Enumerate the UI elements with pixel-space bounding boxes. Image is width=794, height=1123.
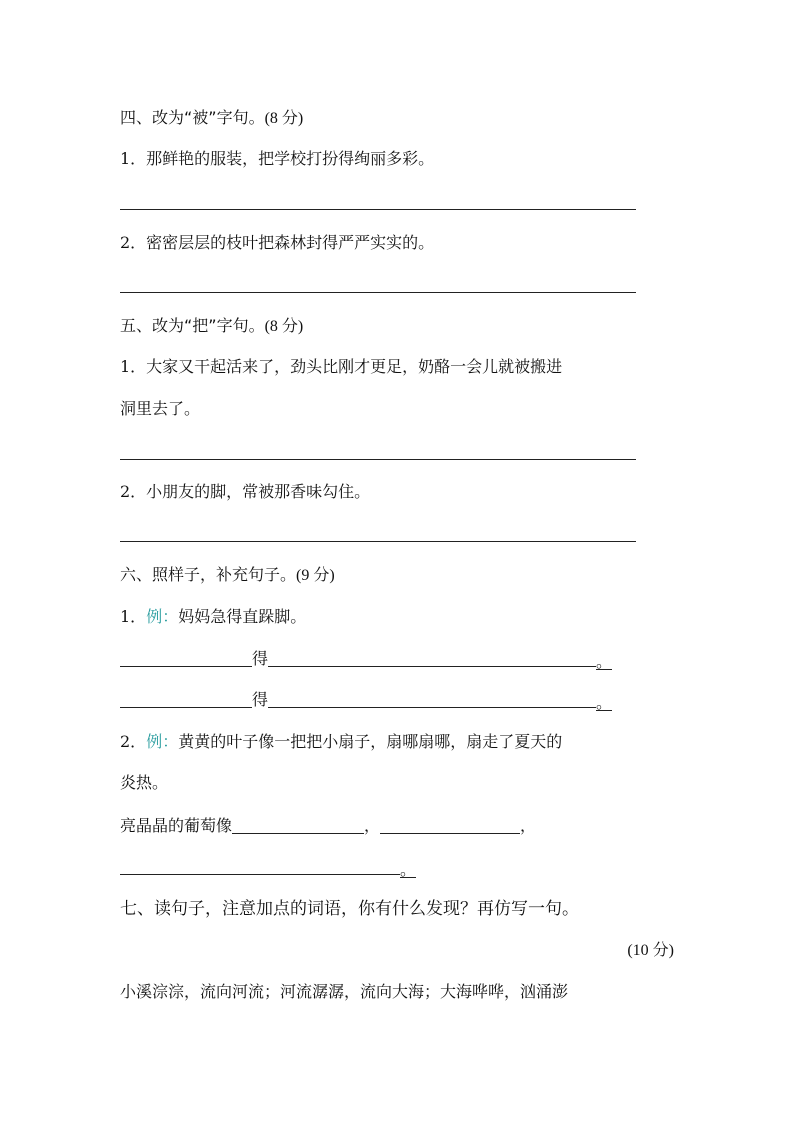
example-label: 例：: [146, 607, 179, 626]
section-6-question-2-line-2: 炎热。: [120, 773, 169, 792]
prompt-text: 亮晶晶的葡萄像: [120, 816, 233, 835]
section-4-heading: [120, 107, 303, 130]
section-6-question-2-line-1: [120, 731, 562, 753]
fill-blank-result[interactable]: [268, 648, 596, 667]
section-6-title: 六、照样子，补充句子。: [120, 565, 297, 584]
section-5-question-2: 2．小朋友的脚，常被那香味勾住。: [120, 482, 371, 501]
fill-blank-subject[interactable]: [120, 648, 252, 667]
section-7-heading: 七、读句子，注意加点的词语，你有什么发现？再仿写一句。: [120, 899, 579, 919]
end-mark: 。: [400, 860, 417, 879]
fill-word: 得: [252, 649, 269, 668]
question-number: 2．: [120, 732, 147, 751]
section-4-question-2: 2．密密层层的枝叶把森林封得严严实实的。: [120, 233, 435, 252]
fill-end-mark: 。: [596, 652, 613, 671]
section-4-question-1: 1．那鲜艳的服装，把学校打扮得绚丽多彩。: [120, 149, 435, 168]
fill-blank[interactable]: [380, 815, 520, 834]
fill-blank-result[interactable]: [268, 689, 596, 708]
example-sentence: 黄黄的叶子像一把把小扇子，扇哪扇哪，扇走了夏天的: [178, 732, 563, 751]
example-label: 例：: [146, 732, 179, 751]
answer-line[interactable]: [120, 541, 636, 542]
section-5-score: (8 分): [264, 318, 304, 335]
answer-line[interactable]: [120, 459, 636, 460]
section-6-question-2-prompt-row: [120, 815, 536, 837]
section-6-heading: [120, 564, 335, 587]
section-5-question-1-line-2: 洞里去了。: [120, 399, 201, 418]
comma-mark: ，: [520, 816, 537, 835]
section-6-question-1: [120, 606, 306, 628]
section-4-score: (8 分): [264, 110, 304, 127]
answer-line[interactable]: [120, 209, 636, 210]
fill-in-row-1: [120, 648, 612, 670]
section-4-title: 四、改为“被”字句。: [120, 108, 265, 127]
section-6-score: (9 分): [296, 567, 335, 584]
fill-end-mark: 。: [596, 693, 613, 712]
answer-line[interactable]: [120, 292, 636, 293]
fill-blank-subject[interactable]: [120, 689, 252, 708]
section-5-title: 五、改为“把”字句。: [120, 316, 265, 335]
section-5-heading: [120, 315, 303, 338]
section-7-text-line-1: 小溪淙淙，流向河流；河流潺潺，流向大海；大海哗哗，汹涌澎: [120, 982, 569, 1001]
fill-blank[interactable]: [232, 815, 364, 834]
fill-blank[interactable]: [120, 856, 400, 875]
example-sentence: 妈妈急得直跺脚。: [178, 607, 307, 626]
question-number: 1．: [120, 607, 147, 626]
section-6-question-2-fill-row: [120, 856, 416, 878]
section-5-question-1-line-1: 1．大家又干起活来了，劲头比刚才更足，奶酪一会儿就被搬进: [120, 357, 563, 376]
fill-word: 得: [252, 690, 269, 709]
section-7-score: (10 分): [627, 942, 674, 959]
fill-in-row-2: [120, 689, 612, 711]
comma-mark: ，: [364, 816, 381, 835]
